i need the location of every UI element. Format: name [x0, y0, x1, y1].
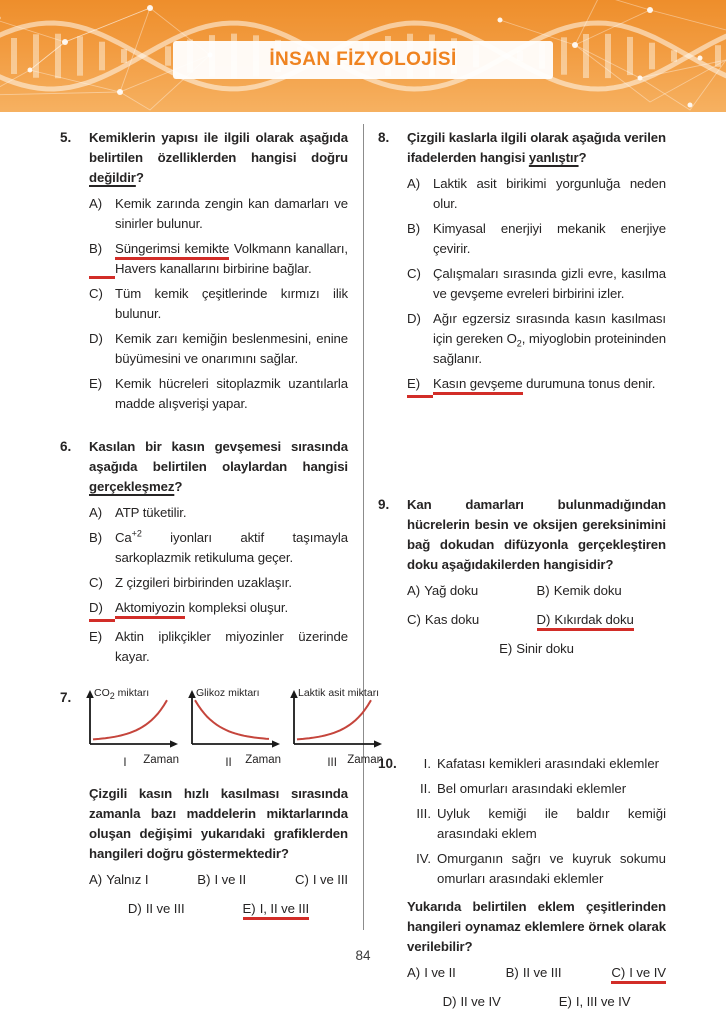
option-text: $Ca^{+2}$ iyonları aktif taşımayla sarkoplazmik retikuluma geçer.: [115, 528, 348, 565]
question-stem: Kasılan bir kasın gevşemesi sırasında aşağıda belirtilen olaylardan hangisi gerçekleşmez?: [89, 439, 348, 494]
chart-x-axis-label: Zaman: [143, 754, 179, 766]
roman-item-label: II.: [420, 781, 431, 796]
question-number: 5.: [60, 130, 72, 145]
option-text: I, II ve III: [260, 901, 309, 920]
roman-item-text: Kafatası kemikleri arasındaki eklemler: [437, 756, 660, 771]
chart-axis-labels: [287, 754, 383, 773]
option-text: Aktin iplikçikler miyozinler üzerinde kayar.: [115, 629, 348, 664]
option-text: Yağ doku: [424, 583, 479, 598]
option-label: C): [611, 965, 629, 984]
options-row: [407, 992, 666, 1012]
option-label: C): [407, 266, 421, 281]
roman-item-label: IV.: [416, 851, 431, 866]
question-number: 6.: [60, 439, 72, 454]
roman-item: [407, 779, 666, 799]
option-label: A): [407, 583, 421, 598]
option-text: II ve III: [145, 901, 185, 916]
column-divider: [363, 124, 364, 930]
option-text: Kemik zarında zengin kan damarları ve sinirler bulunur.: [115, 196, 348, 231]
option-label: E): [407, 374, 433, 398]
option-text: Kas doku: [424, 612, 480, 627]
chart-curve: [93, 700, 167, 739]
option-e: [559, 992, 631, 1012]
option-text: Tüm kemik çeşitlerinde kırmızı ilik bulunur.: [115, 286, 348, 321]
roman-item: [407, 754, 666, 774]
chart-x-axis-label: Zaman: [347, 754, 383, 766]
options-row: [407, 963, 666, 983]
chapter-title-box: [173, 41, 553, 79]
option-label: B): [197, 872, 211, 887]
option-a: [407, 581, 537, 601]
option-label: C): [89, 575, 103, 590]
chart-axis-labels: [185, 754, 281, 773]
option-c: [407, 264, 666, 304]
question-number: 10.: [378, 756, 397, 771]
question-stem: Çizgili kaslarla ilgili olarak aşağıda verilen ifadelerden hangisi yanlıştır?: [407, 130, 666, 165]
chapter-title: İNSAN FİZYOLOJİSİ: [269, 49, 457, 70]
option-text: Süngerimsi kemikte Volkmann kanalları, Havers kanallarını birbirine bağlar.: [115, 241, 348, 276]
option-label: A): [407, 965, 421, 980]
roman-item-text: Uyluk kemiği ile baldır kemiği arasındaki eklem: [437, 806, 666, 841]
question-body: [407, 495, 666, 668]
option-e: [243, 899, 310, 919]
column-right: [378, 128, 666, 1021]
question-stem: Yukarıda belirtilen eklem çeşitlerinden hangileri oynamaz eklemlere örnek olarak verilebilir?: [407, 899, 666, 954]
question-number: 7.: [60, 690, 72, 705]
option-text: ATP tüketilir.: [115, 505, 187, 520]
question-5: [60, 128, 348, 419]
option-label: E): [499, 641, 513, 656]
chart-plot: [287, 690, 383, 752]
chart-i: [83, 687, 179, 774]
option-label: E): [558, 994, 572, 1009]
roman-item-list: [407, 754, 666, 889]
question-stem: Kan damarları bulunmadığından hücrelerin besin ve oksijen gereksinimini bağ dokudan difüzyonla gerçekleştiren doku aşağıdakilerden hangisidir?: [407, 497, 666, 572]
question-body: [407, 128, 666, 403]
option-text: I ve IV: [629, 965, 666, 984]
question-body: [89, 437, 348, 672]
option-a: [89, 194, 348, 234]
question-stem: Kemiklerin yapısı ile ilgili olarak aşağıda belirtilen özelliklerden hangisi doğru değildir?: [89, 130, 348, 185]
options-row: [407, 581, 666, 601]
chart-axis-labels: [83, 754, 179, 773]
chart-roman-numeral: II: [225, 757, 232, 769]
option-text: Kemik doku: [553, 583, 622, 598]
chart-ii: [185, 687, 281, 774]
option-text: Kasın gevşeme durumuna tonus denir.: [433, 374, 666, 398]
column-left: [60, 128, 383, 928]
option-label: A): [89, 196, 103, 211]
option-text: Çalışmaları sırasında gizli evre, kasılma ve gevşeme evreleri birbirini izler.: [433, 266, 666, 301]
option-e: [499, 639, 574, 659]
question-10: [378, 754, 666, 1021]
option-d: [407, 309, 666, 369]
option-label: E): [89, 629, 103, 644]
option-label: D): [89, 598, 115, 622]
question-9: [378, 495, 666, 668]
option-c: [89, 573, 348, 593]
option-text: Z çizgileri birbirinden uzaklaşır.: [115, 575, 292, 590]
roman-item: [407, 849, 666, 889]
question-8: [378, 128, 666, 403]
option-text: II ve III: [522, 965, 562, 980]
options-row: [407, 610, 666, 630]
option-a: [407, 174, 666, 214]
option-b: [537, 581, 667, 601]
option-label: D): [537, 612, 555, 631]
question-body: [89, 128, 348, 419]
option-label: B): [536, 583, 550, 598]
option-label: D): [89, 331, 103, 346]
option-e: [89, 627, 348, 667]
option-text: Kıkırdak doku: [554, 612, 633, 631]
question-figure: [83, 687, 383, 774]
option-b: [197, 870, 246, 890]
option-text: II ve IV: [460, 994, 501, 1009]
option-text: Kemik zarı kemiğin beslenmesini, enine büyümesini ve onarımını sağlar.: [115, 331, 348, 366]
option-text: Yalnız I: [106, 872, 149, 887]
option-d: [89, 598, 348, 622]
chapter-header: [0, 0, 726, 112]
option-d: [443, 992, 501, 1012]
question-body: [89, 687, 383, 928]
option-d: [89, 329, 348, 369]
options-list: [89, 194, 348, 414]
option-label: B): [89, 239, 115, 279]
option-e: [407, 374, 666, 398]
question-body: [407, 754, 666, 1021]
option-text: Ağır egzersiz sırasında kasın kasılması için gereken $O_2$, miyoglobin proteininden sağlanır.: [433, 311, 666, 366]
option-label: D): [407, 311, 421, 326]
option-text: Laktik asit birikimi yorgunluğa neden olur.: [433, 176, 666, 211]
option-a: [407, 963, 456, 983]
option-b: [506, 963, 562, 983]
option-label: B): [89, 530, 103, 545]
question-stem: Çizgili kasın hızlı kasılması sırasında zamanla bazı maddelerin miktarlarında oluşan değişimi yukarıdaki grafiklerden hangileri doğru göstermektedir?: [89, 786, 348, 861]
option-text: I ve II: [214, 872, 247, 887]
question-number: 8.: [378, 130, 390, 145]
option-text: Kimyasal enerjiyi mekanik enerjiye çevirir.: [433, 221, 666, 256]
chart-roman-numeral: III: [327, 757, 337, 769]
option-text: Sinir doku: [516, 641, 574, 656]
option-label: B): [505, 965, 519, 980]
chart-plot: [83, 690, 179, 752]
option-label: A): [89, 505, 103, 520]
chart-curve: [195, 700, 269, 739]
option-label: A): [89, 872, 103, 887]
option-label: C): [407, 612, 421, 627]
option-a: [89, 503, 348, 523]
option-c: [611, 963, 666, 983]
question-6: [60, 437, 348, 672]
option-text: I ve II: [424, 965, 456, 980]
options-row: [89, 899, 348, 919]
option-c: [295, 870, 348, 890]
roman-item-text: Bel omurları arasındaki eklemler: [437, 781, 627, 796]
option-e: [89, 374, 348, 414]
options-row: [89, 870, 348, 890]
options-row: [407, 639, 666, 659]
roman-item-text: Omurganın sağrı ve kuyruk sokumu omurları arasındaki eklemler: [437, 851, 666, 886]
option-label: B): [407, 221, 421, 236]
chart-iii: [287, 687, 383, 774]
chart-roman-numeral: I: [123, 757, 127, 769]
chart-curve: [297, 700, 371, 739]
roman-item: [407, 804, 666, 844]
question-7: [60, 687, 383, 928]
option-text: Aktomiyozin kompleksi oluşur.: [115, 598, 348, 622]
question-number: 9.: [378, 497, 390, 512]
option-c: [407, 610, 537, 630]
option-label: D): [127, 901, 142, 916]
option-label: A): [407, 176, 421, 191]
option-d: [537, 610, 667, 630]
option-text: I, III ve IV: [575, 994, 631, 1009]
option-label: D): [442, 994, 457, 1009]
chart-y-axis-label: Laktik asit miktarı: [298, 687, 380, 699]
option-label: E): [243, 901, 260, 920]
option-label: C): [294, 872, 309, 887]
chart-x-axis-label: Zaman: [245, 754, 281, 766]
option-b: [89, 528, 348, 568]
option-label: E): [89, 376, 103, 391]
chart-plot: [185, 690, 281, 752]
option-a: [89, 870, 148, 890]
chart-y-axis-label: Glikoz miktarı: [196, 687, 260, 699]
option-text: I ve III: [312, 872, 348, 887]
roman-item-label: III.: [416, 806, 431, 821]
option-b: [407, 219, 666, 259]
option-d: [128, 899, 185, 919]
chart-y-axis-label: $CO_2$ miktarı: [94, 687, 150, 702]
page-number: 84: [355, 948, 371, 963]
option-c: [89, 284, 348, 324]
option-label: C): [89, 286, 103, 301]
options-list: [89, 503, 348, 667]
options-list: [407, 174, 666, 398]
option-text: Kemik hücreleri sitoplazmik uzantılarla madde alışverişi yapar.: [115, 376, 348, 411]
option-b: [89, 239, 348, 279]
roman-item-label: I.: [423, 756, 431, 771]
